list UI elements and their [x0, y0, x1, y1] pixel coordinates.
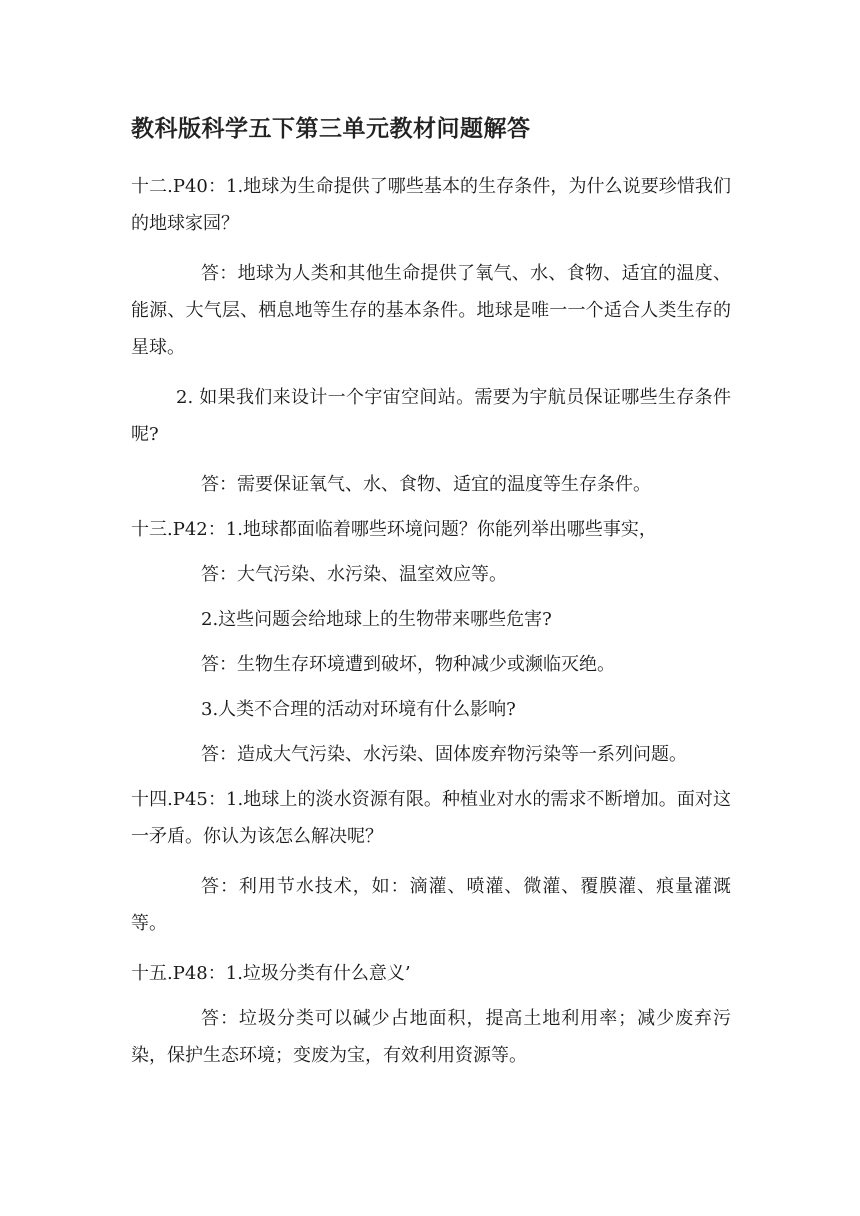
answer-13-3: 答：造成大气污染、水污染、固体废弃物污染等一系列问题。: [201, 744, 687, 765]
answer-13-1: 答：大气污染、水污染、温室效应等。: [201, 564, 507, 585]
answer-15-1: 答：垃圾分类可以碱少占地面积，提高土地利用率；减少废弃污染，保护生态环境；变废为宝，有效利用资源等。: [131, 1008, 731, 1066]
question-13-2: 2.这些问题会给地球上的生物带来哪些危害?: [201, 609, 552, 630]
answer-13-2: 答：生物生存环境遭到破坏，物种减少或濒临灭绝。: [201, 654, 615, 675]
document-title: 教科版科学五下第三单元教材问题解答: [131, 116, 531, 142]
answer-12-1: 答：地球为人类和其他生命提供了氧气、水、食物、适宜的温度、能源、大气层、栖息地等生存的基本条件。地球是唯一一个适合人类生存的星球。: [131, 263, 731, 358]
document-body: [131, 168, 731, 1087]
answer-12-2: 答：需要保证氧气、水、食物、适宜的温度等生存条件。: [201, 474, 651, 495]
answer-14-1: 答：利用节水技术，如：滴灌、喷灌、微灌、覆膜灌、痕量灌溉等。: [131, 876, 731, 934]
question-14-1: 十四.P45：1.地球上的淡水资源有限。种植业对水的需求不断增加。面对这一矛盾。你认为该怎么解决呢？: [131, 789, 731, 847]
question-12-1: 十二.P40：1.地球为生命提供了哪些基本的生存条件，为什么说要珍惜我们的地球家园？: [131, 176, 731, 234]
question-13-1: 十三.P42：1.地球都面临着哪些环境问题？你能列举出哪些事实，: [131, 519, 657, 540]
question-15-1: 十五.P48：1.垃圾分类有什么意义’: [131, 963, 411, 984]
question-12-2: 2. 如果我们来设计一个宇宙空间站。需要为宇航员保证哪些生存条件呢?: [131, 387, 731, 445]
question-13-3: 3.人类不合理的活动对环境有什么影响?: [201, 699, 516, 720]
